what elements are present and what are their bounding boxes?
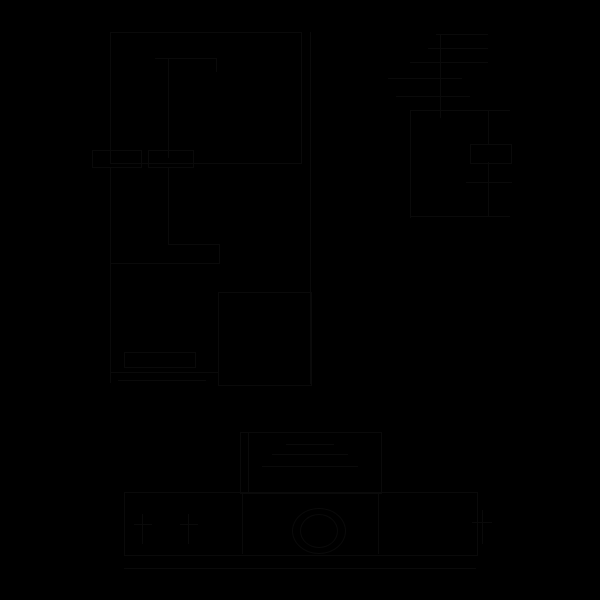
diagram-edge-n10-n11 [440, 96, 441, 118]
diagram-node-n10-top [388, 78, 462, 79]
diagram-node-n11-top [410, 110, 510, 111]
diagram-node-n7 [218, 292, 312, 386]
diagram-tick-2 [134, 524, 152, 525]
diagram-node-n12-stem [488, 162, 489, 182]
diagram-node-n4 [148, 150, 194, 168]
diagram-edge-n5-n6 [110, 263, 220, 264]
diagram-tick-5 [482, 510, 483, 544]
diagram-edge-n9-n10 [440, 34, 441, 96]
diagram-edge-n11-n12 [488, 110, 489, 144]
diagram-node-n16-left [242, 492, 243, 554]
diagram-tick-6 [472, 522, 492, 523]
diagram-edge-n4-n5 [168, 168, 169, 244]
diagram-node-n1 [110, 32, 302, 164]
diagram-node-n14-bar3 [262, 466, 358, 467]
diagram-node-n15-baseline [124, 568, 476, 569]
diagram-node-n16-right [378, 492, 379, 554]
diagram-node-n14-bar1 [286, 444, 334, 445]
diagram-edge-n6-n7 [218, 292, 219, 384]
diagram-edge-n2-n3 [110, 42, 111, 152]
diagram-spine-vertical [310, 32, 311, 384]
diagram-tick-4 [180, 524, 198, 525]
diagram-edge-n6-n8 [110, 372, 218, 373]
diagram-node-n6-right [219, 244, 220, 264]
diagram-node-n5-left [110, 168, 111, 263]
diagram-node-n2-right [216, 58, 217, 72]
diagram-tick-1 [142, 514, 143, 544]
diagram-node-n5-bottom [168, 244, 220, 245]
diagram-node-n13 [410, 216, 510, 217]
diagram-edge-n7-n14 [248, 432, 249, 492]
diagram-edge-n2-n4 [168, 140, 169, 152]
diagram-node-n11-left [410, 110, 411, 218]
diagram-node-n14 [240, 432, 382, 494]
diagram-node-n9-mid [428, 48, 488, 49]
diagram-node-n8-underline [118, 380, 206, 381]
diagram-edge-n12-n13 [488, 182, 489, 216]
diagram-tick-3 [188, 514, 189, 544]
diagram-node-n14-bar2 [272, 454, 348, 455]
diagram-node-n9-top [436, 34, 488, 35]
diagram-node-n16-inner-ring [300, 514, 338, 548]
diagram-node-n2-top [155, 58, 217, 59]
diagram-node-n9-bottom [410, 62, 488, 63]
diagram-node-n6-left [110, 263, 111, 383]
diagram-node-n12-base [466, 182, 512, 183]
diagram-node-n10-bottom [396, 96, 470, 97]
diagram-node-n3 [92, 150, 142, 168]
diagram-node-n8 [124, 352, 196, 368]
diagram-node-n12 [470, 144, 512, 164]
